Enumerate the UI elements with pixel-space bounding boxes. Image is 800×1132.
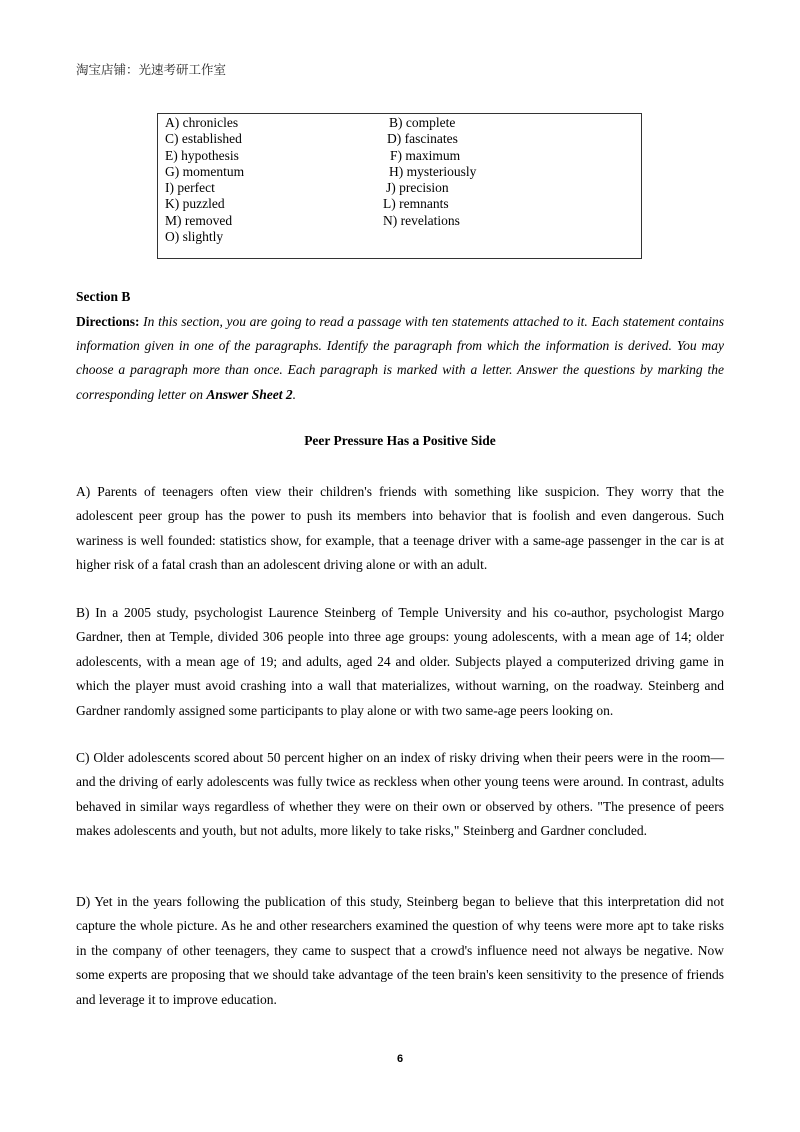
word-option: F) maximum [390, 147, 461, 163]
word-bank-row [158, 131, 641, 147]
word-option: C) established [165, 131, 242, 147]
directions-period: . [292, 386, 297, 402]
word-option: N) revelations [383, 212, 460, 228]
word-bank-row [158, 164, 641, 180]
directions-text: In this section, you are going to read a passage with ten statements attached to it. Each statement contains information given in one of the paragraphs. Identify the paragraph from which the information is derived. You may choose a paragraph more than once. Each paragraph is marked with a letter. Answer the questions by marking the corresponding letter on [76, 314, 724, 402]
word-option: E) hypothesis [165, 147, 239, 163]
word-option: I) perfect [165, 180, 215, 196]
word-bank-row [158, 180, 641, 196]
section-title: Section B [76, 289, 131, 304]
page-number: 6 [396, 1053, 404, 1065]
word-option: B) complete [389, 115, 456, 130]
passage-title: Peer Pressure Has a Positive Side [304, 433, 496, 448]
word-option: H) mysteriously [389, 163, 477, 179]
word-bank-row [158, 196, 641, 212]
paragraph-c: C) Older adolescents scored about 50 percent higher on an index of risky driving when their peers were in the room—and the driving of early adolescents was fully twice as reckless when other young teens were around. In contrast, adults behaved in similar ways regardless of whether they were on their own or observed by others. "The presence of peers makes adolescents and youth, but not adults, more likely to take risks," Steinberg and Gardner concluded. [76, 750, 724, 839]
shop-header: 淘宝店铺：光速考研工作室 [76, 62, 227, 77]
word-option: M) removed [165, 212, 233, 228]
word-option: L) remnants [383, 196, 449, 212]
word-option: G) momentum [165, 163, 245, 179]
word-bank-row [158, 213, 641, 229]
word-bank-row [158, 229, 641, 245]
word-option: J) precision [386, 180, 449, 196]
word-bank-row [158, 148, 641, 164]
paragraph-d: D) Yet in the years following the publication of this study, Steinberg began to believe that this interpretation did not capture the whole picture. As he and other researchers examined the question of why teens were more apt to take risks in the company of other teenagers, they came to suspect that a crowd's influence need not always be negative. Now some experts are proposing that we should take advantage of the teen brain's keen sensitivity to the presence of friends and leverage it to improve education. [76, 894, 724, 1007]
directions-label: Directions: [76, 314, 140, 329]
word-option: O) slightly [165, 229, 224, 245]
word-option: D) fascinates [387, 131, 458, 147]
word-bank-box [157, 113, 642, 259]
paragraph-a: A) Parents of teenagers often view their children's friends with something like suspicion. They worry that the adolescent peer group has the power to push its members into behavior that is foolish and even dangerous. Such wariness is well founded: statistics show, for example, that a teenage driver with a same-age passenger in the car is at higher risk of a fatal crash than an adolescent driving alone or with an adult. [76, 484, 724, 573]
word-option: A) chronicles [165, 115, 239, 130]
word-option: K) puzzled [165, 196, 225, 212]
word-bank-row [158, 115, 641, 131]
paragraph-b: B) In a 2005 study, psychologist Laurence Steinberg of Temple University and his co-author, psychologist Margo Gardner, then at Temple, divided 306 people into three age groups: young adolescents, with a mean age of 14; older adolescents, with a mean age of 19; and adults, aged 24 and older. Subjects played a computerized driving game in which the player must avoid crashing into a wall that materializes, without warning, on the roadway. Steinberg and Gardner randomly assigned some participants to play alone or with two same-age peers looking on. [76, 605, 724, 718]
answer-sheet-label: Answer Sheet 2 [206, 386, 293, 402]
directions [76, 310, 724, 407]
